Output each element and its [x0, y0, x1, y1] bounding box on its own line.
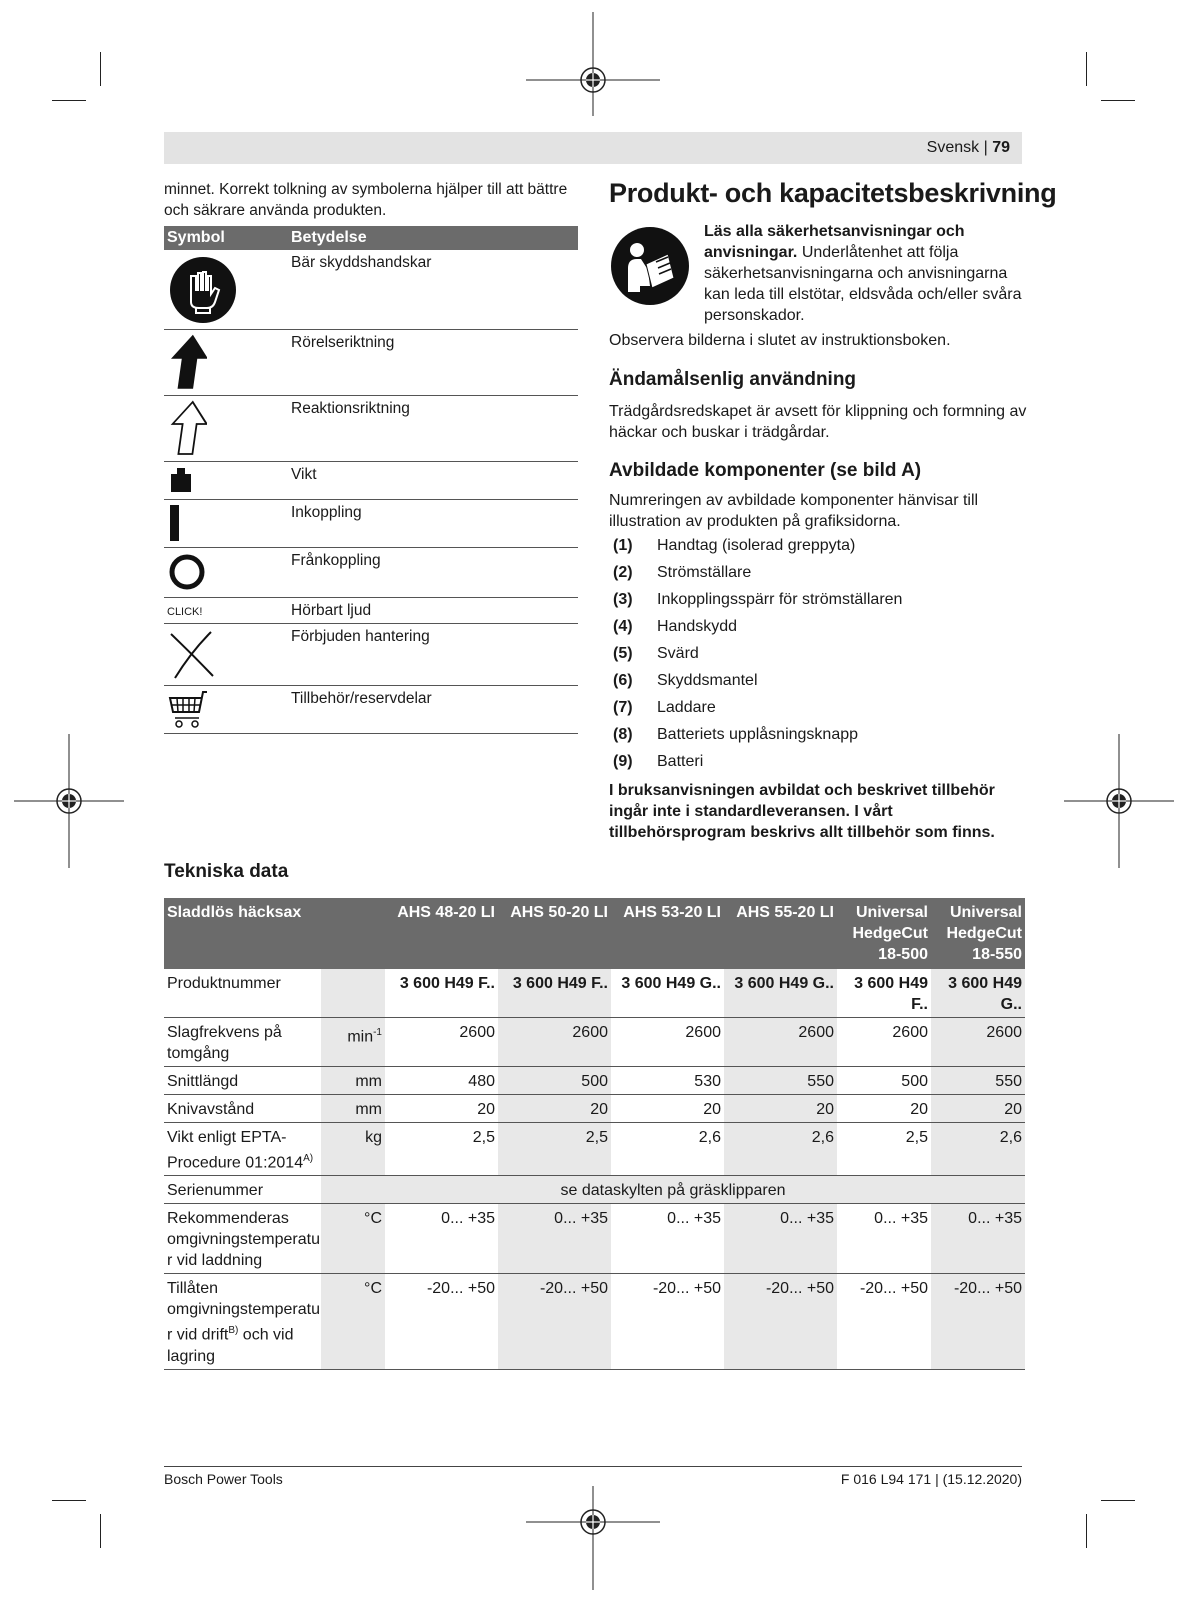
cell-value: -20... +50	[385, 1274, 498, 1369]
list-item	[609, 645, 1029, 672]
model-header: Universal HedgeCut 18-500	[837, 898, 931, 969]
symbol-meaning: Vikt	[288, 462, 578, 500]
safety-warning-bold: Läs alla säkerhetsanvisningar och anvisningar.	[704, 223, 965, 261]
intro-text: minnet. Korrekt tolkning av symbolerna hjälper till att bättre och säkrare använda produkten.	[164, 181, 568, 219]
list-item	[609, 699, 1029, 726]
crop-mark	[52, 1500, 86, 1501]
switch-on-icon	[167, 504, 187, 542]
crop-mark	[1086, 1514, 1087, 1548]
cell-value: 3 600 H49 F..	[837, 969, 931, 1018]
reaction-arrow-icon	[167, 400, 207, 456]
serial-number-note: se dataskylten på gräsklipparen	[321, 1176, 1025, 1204]
cell-value: 0... +35	[498, 1204, 611, 1274]
list-item	[609, 564, 1029, 591]
cell-value: 2600	[837, 1018, 931, 1067]
table-row	[164, 969, 1025, 1018]
model-header: Universal HedgeCut 18-550	[931, 898, 1025, 969]
tech-table-header	[164, 898, 1025, 969]
footer-left: Bosch Power Tools	[164, 1471, 283, 1487]
cell-value: 530	[611, 1067, 724, 1095]
row-label: Rekommenderas omgivningstemperatu r vid laddning	[164, 1204, 321, 1274]
switch-off-icon	[167, 552, 207, 592]
table-row	[164, 1204, 1025, 1274]
cell-value: 0... +35	[385, 1204, 498, 1274]
row-label: Tillåten omgivningstemperatu r vid drift$^{B)}$ och vid lagring	[164, 1274, 321, 1369]
crop-mark	[1101, 100, 1135, 101]
footer-right: F 016 L94 171 | (15.12.2020)	[840, 1471, 1022, 1487]
components-list	[609, 537, 1029, 780]
cell-value: 3 600 H49 G..	[931, 969, 1025, 1018]
cell-value: 20	[931, 1095, 1025, 1123]
table-row	[164, 396, 578, 462]
registration-mark-top	[526, 12, 660, 116]
symbol-meaning: Inkoppling	[288, 500, 578, 548]
accessory-note: I bruksanvisningen avbildat och beskrivet tillbehör ingår inte i standardleveransen. I vårt tillbehörsprogram beskrivs allt tillbehör som finns.	[609, 782, 995, 841]
table-row	[164, 250, 578, 330]
cell-value: 20	[498, 1095, 611, 1123]
row-unit: kg	[321, 1123, 385, 1176]
header-language: Svensk	[926, 139, 980, 156]
meaning-column-header: Betydelse	[288, 226, 578, 250]
safety-warning	[704, 221, 1026, 326]
row-label: Produktnummer	[164, 969, 321, 1018]
model-header: AHS 53-20 LI	[611, 898, 724, 969]
cell-value: 2600	[498, 1018, 611, 1067]
cell-value: 2600	[611, 1018, 724, 1067]
row-unit: mm	[321, 1095, 385, 1123]
cell-value: 2,5	[385, 1123, 498, 1176]
table-row	[164, 598, 578, 624]
symbol-meaning: Tillbehör/reservdelar	[288, 686, 578, 734]
cell-value: 2600	[385, 1018, 498, 1067]
cell-value: -20... +50	[611, 1274, 724, 1369]
symbol-table-header	[164, 226, 578, 250]
section-title: Produkt- och kapacitetsbeskrivning	[609, 178, 1057, 208]
component-number: (6)	[613, 672, 633, 689]
symbol-meaning: Förbjuden hantering	[288, 624, 578, 686]
row-label: Vikt enligt EPTA-Procedure $01:2014^{A)}$	[164, 1123, 321, 1176]
cell-value: -20... +50	[724, 1274, 837, 1369]
cell-value: 2,5	[498, 1123, 611, 1176]
cell-value: 3 600 H49 G..	[611, 969, 724, 1018]
components-heading: Avbildade komponenter (se bild A)	[609, 460, 922, 481]
cell-value: 500	[837, 1067, 931, 1095]
symbol-column-header: Symbol	[164, 226, 288, 250]
symbol-meaning: Hörbart ljud	[288, 598, 578, 624]
registration-mark-bottom	[526, 1486, 660, 1590]
row-label: Snittlängd	[164, 1067, 321, 1095]
table-row	[164, 500, 578, 548]
component-label: Handtag (isolerad greppyta)	[657, 537, 856, 554]
component-number: (5)	[613, 645, 633, 662]
list-item	[609, 672, 1029, 699]
weight-icon	[167, 466, 197, 494]
cell-value: 3 600 H49 G..	[724, 969, 837, 1018]
model-header: AHS 55-20 LI	[724, 898, 837, 969]
tech-heading: Tekniska data	[164, 861, 289, 882]
component-label: Laddare	[657, 699, 716, 716]
crop-mark	[1101, 1500, 1135, 1501]
component-label: Batteriets upplåsningsknapp	[657, 726, 859, 743]
component-number: (1)	[613, 537, 633, 554]
component-label: Strömställare	[657, 564, 752, 581]
product-column-header: Sladdlös häcksax	[164, 898, 321, 969]
list-item	[609, 591, 1029, 618]
observe-text: Observera bilderna i slutet av instruktionsboken.	[609, 332, 951, 349]
cell-value: 20	[837, 1095, 931, 1123]
component-label: Inkopplingsspärr för strömställaren	[657, 591, 903, 608]
cell-value: 20	[611, 1095, 724, 1123]
cell-value: 0... +35	[611, 1204, 724, 1274]
table-row	[164, 548, 578, 598]
table-row	[164, 1067, 1025, 1095]
cell-value: 20	[724, 1095, 837, 1123]
cell-value: -20... +50	[837, 1274, 931, 1369]
symbol-meaning: Reaktionsriktning	[288, 396, 578, 462]
row-unit: mm	[321, 1067, 385, 1095]
use-text: Trädgårdsredskapet är avsett för klippning och formning av häckar och buskar i trädgårdar.	[609, 403, 1027, 441]
row-label: Serienummer	[164, 1176, 321, 1204]
table-row	[164, 1123, 1025, 1176]
cell-value: 3 600 H49 F..	[385, 969, 498, 1018]
page-number: 79	[992, 139, 1010, 156]
motion-arrow-icon	[167, 334, 207, 390]
table-row	[164, 624, 578, 686]
read-manual-icon	[610, 226, 690, 306]
table-row	[164, 1018, 1025, 1067]
cell-value: 550	[931, 1067, 1025, 1095]
component-number: (9)	[613, 753, 633, 770]
cell-value: 20	[385, 1095, 498, 1123]
cell-value: 2,6	[931, 1123, 1025, 1176]
cart-icon	[167, 690, 211, 728]
cross-icon	[167, 628, 217, 680]
component-number: (2)	[613, 564, 633, 581]
list-item	[609, 753, 1029, 780]
cell-value: 0... +35	[724, 1204, 837, 1274]
cell-value: 500	[498, 1067, 611, 1095]
cell-value: 480	[385, 1067, 498, 1095]
safety-warning-text: Underlåtenhet att följa säkerhetsanvisningarna och anvisningarna kan leda till elstötar, eldsvåda och/eller svåra personskador.	[704, 244, 1022, 324]
symbol-meaning: Frånkoppling	[288, 548, 578, 598]
cell-value: 2,6	[611, 1123, 724, 1176]
component-number: (4)	[613, 618, 633, 635]
row-unit	[321, 969, 385, 1018]
component-number: (3)	[613, 591, 633, 608]
list-item	[609, 726, 1029, 753]
crop-mark	[1086, 52, 1087, 86]
model-header: AHS 48-20 LI	[385, 898, 498, 969]
crop-mark	[52, 100, 86, 101]
cell-value: 0... +35	[931, 1204, 1025, 1274]
symbol-meaning: Bär skyddshandskar	[288, 250, 578, 330]
component-number: (8)	[613, 726, 633, 743]
component-label: Skyddsmantel	[657, 672, 758, 689]
cell-value: 2600	[931, 1018, 1025, 1067]
cell-value: -20... +50	[498, 1274, 611, 1369]
symbol-meaning: Rörelseriktning	[288, 330, 578, 396]
table-row	[164, 330, 578, 396]
registration-mark-right	[1064, 734, 1174, 868]
click-sound-symbol: CLICK!	[167, 606, 203, 618]
component-label: Svärd	[657, 645, 699, 662]
row-unit: °C	[321, 1204, 385, 1274]
row-label: Slagfrekvens på tomgång	[164, 1018, 321, 1067]
cell-value: 550	[724, 1067, 837, 1095]
use-heading: Ändamålsenlig användning	[609, 369, 857, 390]
crop-mark	[100, 52, 101, 86]
gloves-icon	[169, 256, 237, 324]
component-label: Handskydd	[657, 618, 738, 635]
table-row	[164, 1274, 1025, 1369]
cell-value: 0... +35	[837, 1204, 931, 1274]
cell-value: 2,6	[724, 1123, 837, 1176]
cell-value: 2600	[724, 1018, 837, 1067]
table-row	[164, 686, 578, 734]
component-number: (7)	[613, 699, 633, 716]
table-row	[164, 1095, 1025, 1123]
cell-value: 2,5	[837, 1123, 931, 1176]
table-row	[164, 462, 578, 500]
registration-mark-left	[14, 734, 124, 868]
footer-rule	[164, 1466, 1022, 1467]
cell-value: -20... +50	[931, 1274, 1025, 1369]
cell-value: 3 600 H49 F..	[498, 969, 611, 1018]
list-item	[609, 618, 1029, 645]
list-item	[609, 537, 1029, 564]
tech-data-table	[164, 898, 1025, 1370]
component-label: Batteri	[657, 753, 704, 770]
row-unit: °C	[321, 1274, 385, 1369]
page-header	[164, 132, 1022, 164]
row-unit: $\min^{-1}$	[321, 1018, 385, 1067]
header-separator: |	[983, 139, 988, 156]
row-label: Knivavstånd	[164, 1095, 321, 1123]
components-intro: Numreringen av avbildade komponenter hänvisar till illustration av produkten på grafiksidorna.	[609, 492, 979, 530]
symbol-table	[164, 226, 578, 734]
table-row	[164, 1176, 1025, 1204]
crop-mark	[100, 1514, 101, 1548]
model-header: AHS 50-20 LI	[498, 898, 611, 969]
